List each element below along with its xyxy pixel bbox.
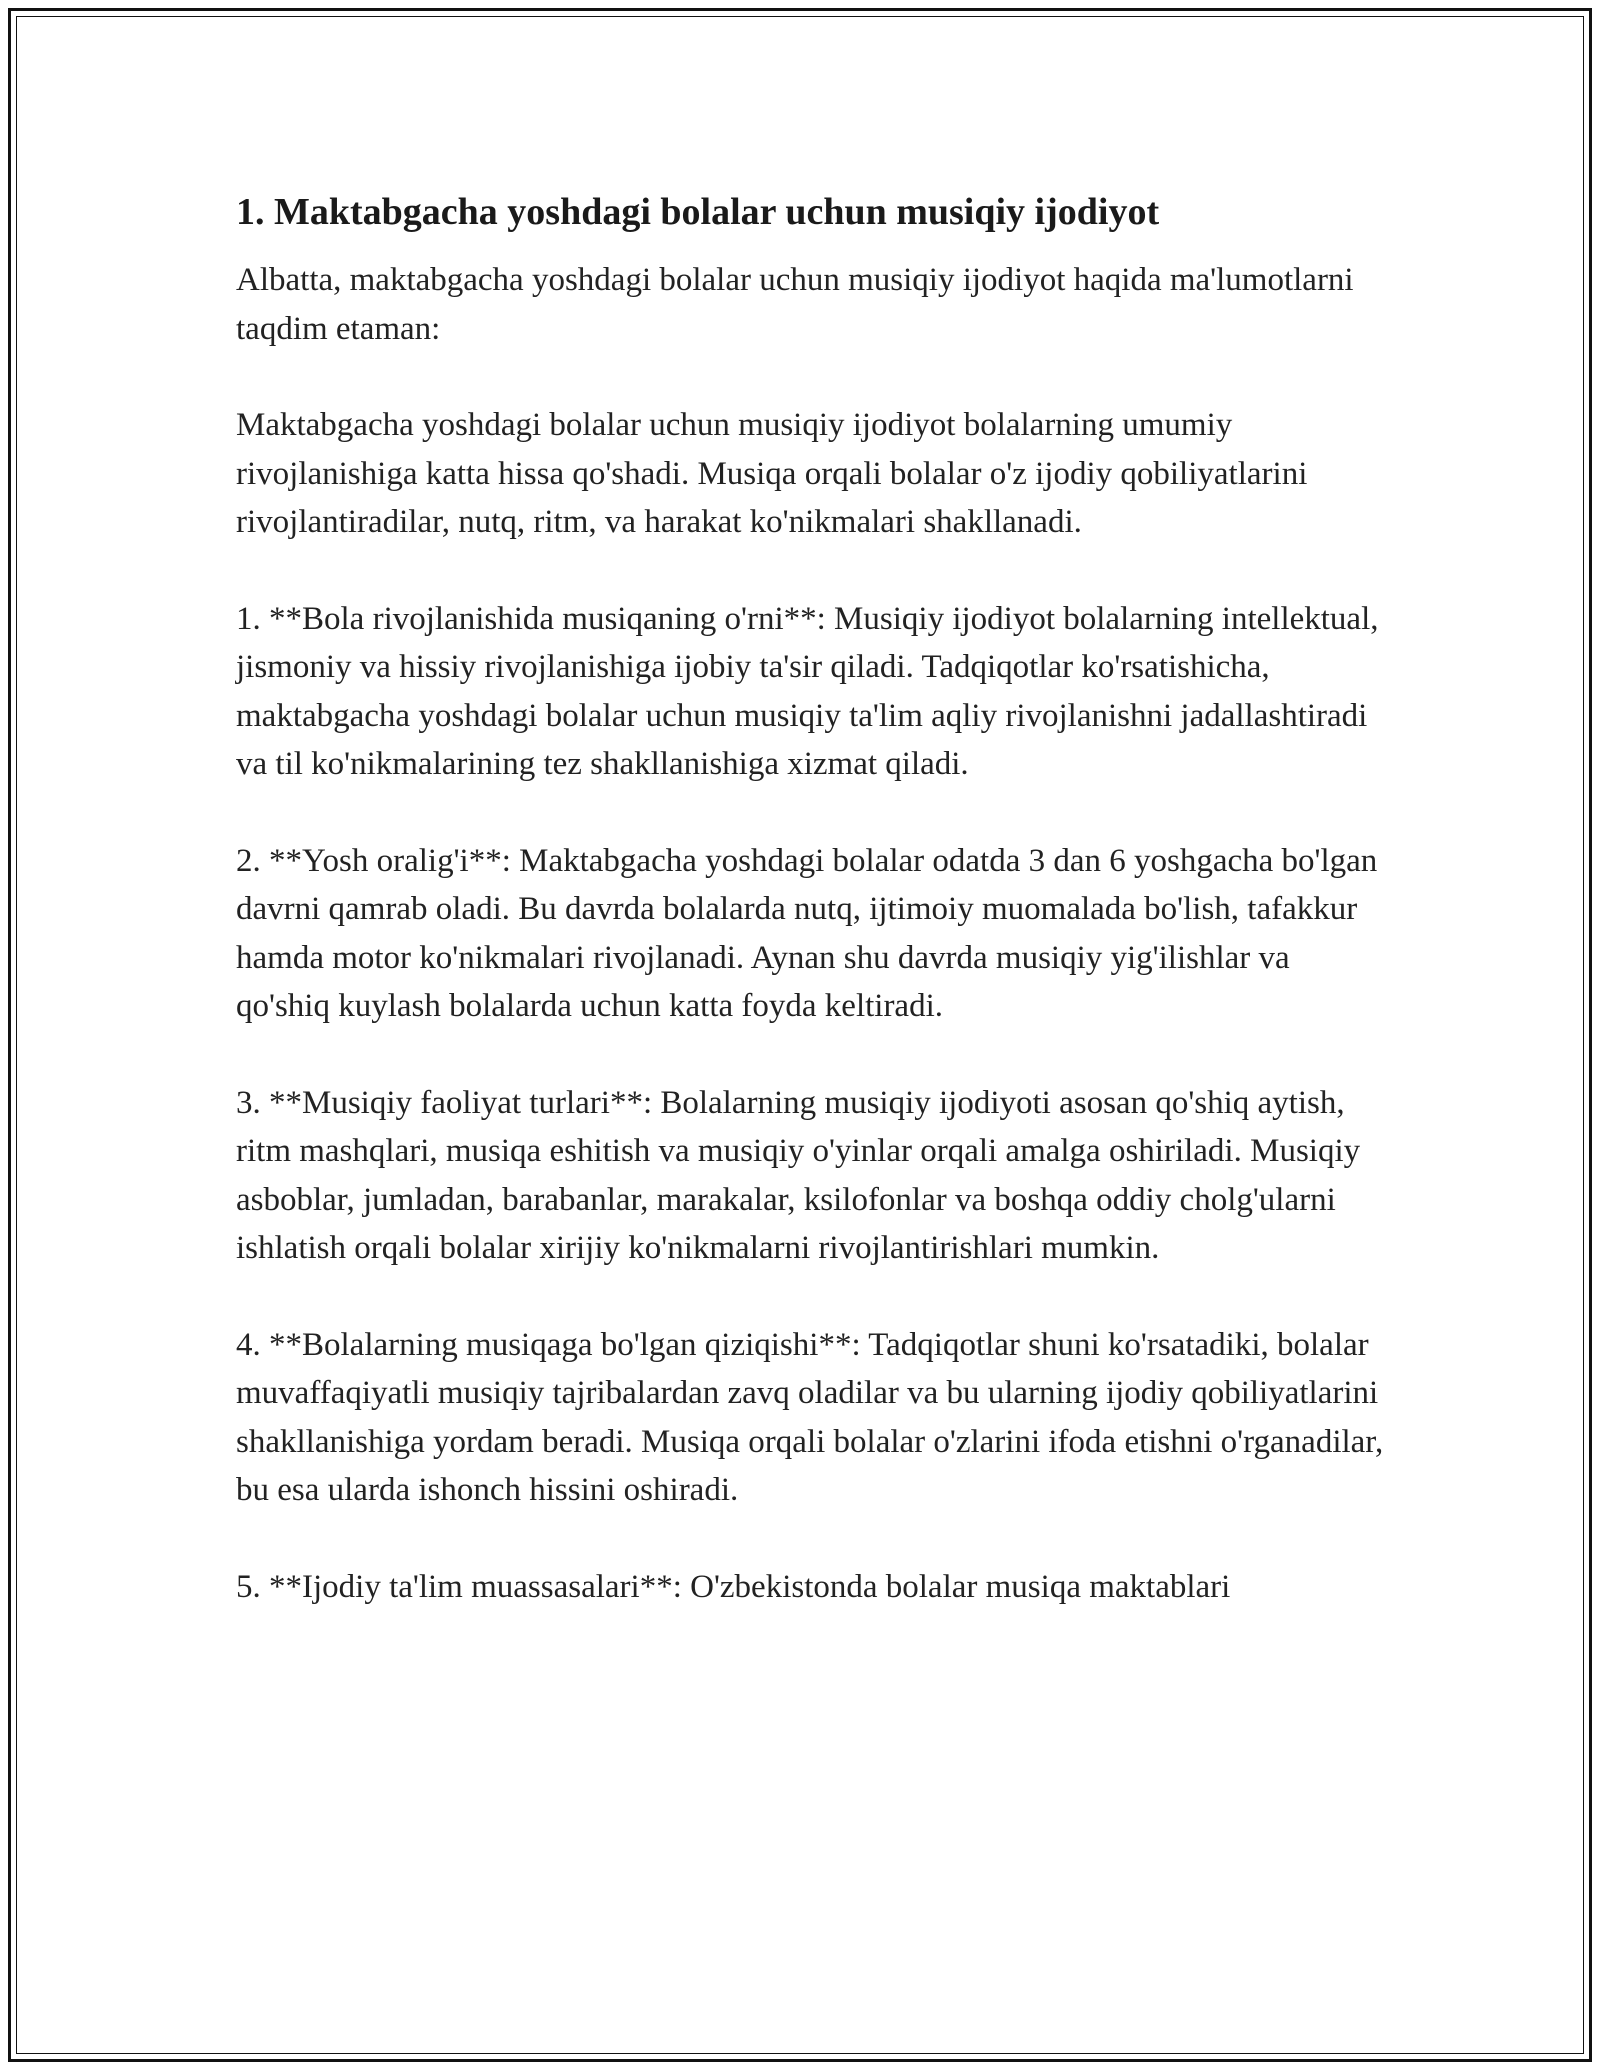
- list-item-5: 5. **Ijodiy ta'lim muassasalari**: O'zbekistonda bolalar musiqa maktablari: [236, 1568, 1231, 1605]
- list-item-4: 4. **Bolalarning musiqaga bo'lgan qiziqishi**: Tadqiqotlar shuni ko'rsatadiki, bolalar muvaffaqiyatli musiqiy tajribalardan zavq oladilar va bu ularning ijodiy qobiliyatlarini shakllanishiga yordam beradi. Musiqa orqali bolalar o'zlarini ifoda etishni o'rganadilar, bu esa ularda ishonch hissini oshiradi.: [236, 1326, 1384, 1508]
- list-item-3: 3. **Musiqiy faoliyat turlari**: Bolalarning musiqiy ijodiyoti asosan qo'shiq aytish, ritm mashqlari, musiqa eshitish va musiqiy o'yinlar orqali amalga oshiriladi. Musiqiy asboblar, jumladan, barabanlar, marakalar, ksilofonlar va boshqa oddiy cholg'ularni ishlatish orqali bolalar xirijiy ko'nikmalarni rivojlantirishlari mumkin.: [236, 1084, 1361, 1266]
- overview-paragraph: Maktabgacha yoshdagi bolalar uchun musiqiy ijodiyot bolalarning umumiy rivojlanishiga katta hissa qo'shadi. Musiqa orqali bolalar o'z ijodiy qobiliyatlarini rivojlantiradilar, nutq, ritm, va harakat ko'nikmalari shakllanadi.: [236, 407, 1308, 540]
- document-title: 1. Maktabgacha yoshdagi bolalar uchun musiqiy ijodiyot: [236, 191, 1160, 233]
- list-item-2: 2. **Yosh oralig'i**: Maktabgacha yoshdagi bolalar odatda 3 dan 6 yoshgacha bo'lgan davrni qamrab oladi. Bu davrda bolalarda nutq, ijtimoiy muomalada bo'lish, tafakkur hamda motor ko'nikmalari rivojlanadi. Aynan shu davrda musiqiy yig'ilishlar va qo'shiq kuylash bolalarda uchun katta foyda keltiradi.: [236, 842, 1378, 1024]
- list-item-1: 1. **Bola rivojlanishida musiqaning o'rni**: Musiqiy ijodiyot bolalarning intellektual, jismoniy va hissiy rivojlanishiga ijobiy ta'sir qiladi. Tadqiqotlar ko'rsatishicha, maktabgacha yoshdagi bolalar uchun musiqiy ta'lim aqliy rivojlanishni jadallashtiradi va til ko'nikmalarining tez shakllanishiga xizmat qiladi.: [236, 600, 1379, 782]
- document-body: [236, 186, 1386, 1659]
- intro-paragraph: Albatta, maktabgacha yoshdagi bolalar uchun musiqiy ijodiyot haqida ma'lumotlarni taqdim etaman:: [236, 262, 1354, 347]
